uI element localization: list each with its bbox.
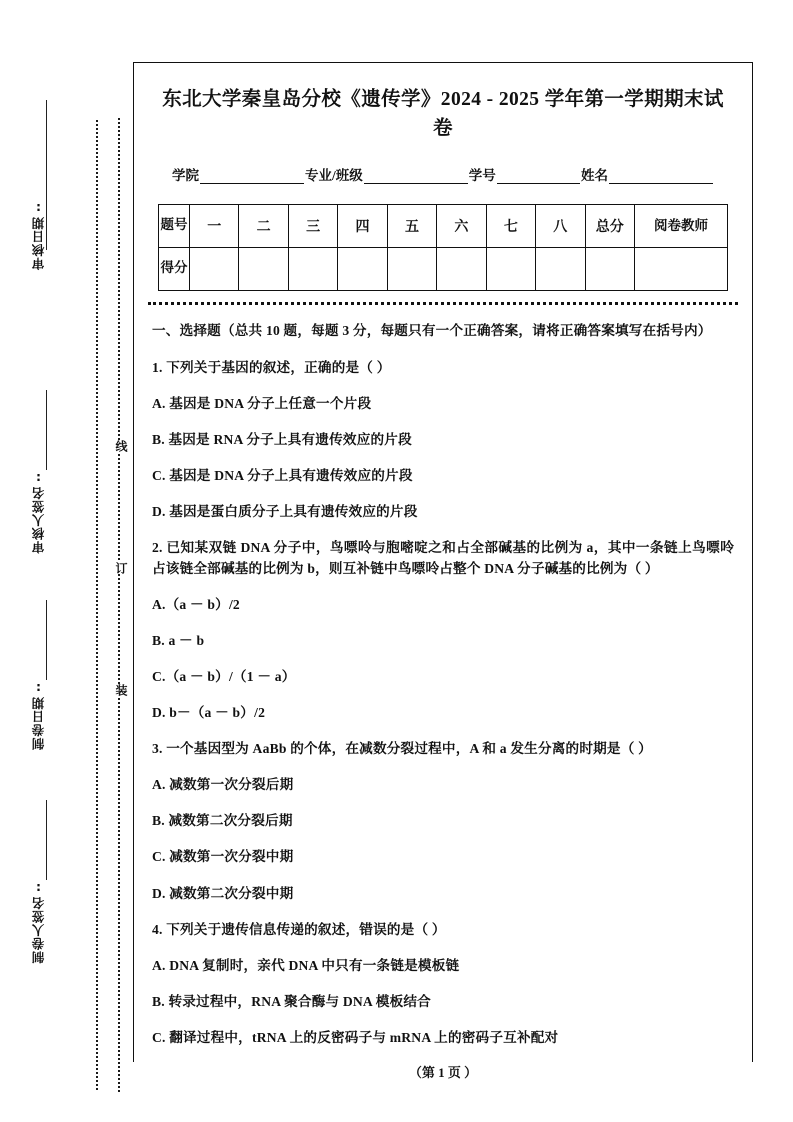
binding-word-pack: 装 [108,684,130,696]
binding-word-line: 线 [108,440,130,452]
score-cell-2[interactable] [239,247,288,290]
reviewer-signature-label: 审核人签名: [31,470,46,554]
question-stem-2: 2. 已知某双链 DNA 分子中，鸟嘌呤与胞嘧啶之和占全部碱基的比例为 a，其中一条链上鸟嘌呤占该链全部碱基的比例为 b，则互补链中鸟嘌呤占整个 DNA 分子碱基的比例为（ ） [152,539,734,576]
college-label: 学院 [172,167,199,183]
left-margin-apparatus [0,0,128,1122]
column-header-5: 五 [387,204,436,247]
student-info-line [148,164,738,184]
question-2-option-d[interactable]: D. b－（a － b）/2 [152,705,266,721]
column-header-3: 三 [288,204,337,247]
score-cell-8[interactable] [536,247,585,290]
question-number-row-label: 题号 [159,204,190,247]
student-id-label: 学号 [468,167,496,183]
grader-header: 阅卷教师 [635,204,728,247]
grader-cell[interactable] [635,247,728,290]
question-2-option-b[interactable]: B. a － b [152,633,205,649]
column-header-6: 六 [437,204,486,247]
question-stem-3: 3. 一个基因型为 AaBb 的个体，在减数分裂过程中，A 和 a 发生分离的时期是（ ） [152,741,652,757]
student-name-label: 姓名 [581,167,608,183]
section-dotted-separator [148,302,738,305]
college-input[interactable] [200,169,304,184]
score-cell-total[interactable] [585,247,635,290]
question-stem-1: 1. 下列关于基因的叙述，正确的是（ ） [152,359,391,375]
binding-dotted-line-inner [118,118,124,1092]
score-cell-4[interactable] [338,247,387,290]
preparer-signature-label: 制卷人签名: [31,880,46,964]
score-cell-5[interactable] [387,247,436,290]
section-heading-choice: 一、选择题（总共 10 题，每题 3 分，每题只有一个正确答案，请将正确答案填写在括号内） [152,322,712,338]
page-marker: （第 1 页 ） [408,1065,478,1080]
question-2-option-a[interactable]: A.（a － b）/2 [152,597,240,612]
binding-dotted-line-outer [96,120,102,1090]
exam-sheet [133,62,753,1062]
score-table [158,204,728,291]
score-cell-1[interactable] [190,247,239,290]
question-2-option-c[interactable]: C.（a － b）/（1 － a） [152,669,296,685]
score-cell-7[interactable] [486,247,535,290]
major-class-input[interactable] [364,169,468,184]
score-row-label: 得分 [159,247,190,290]
sidebar-rule-3 [46,600,47,680]
question-3-option-b[interactable]: B. 减数第二次分裂后期 [152,813,293,829]
page-footer [133,1062,753,1081]
paper-date-label: 制卷日期: [31,680,46,750]
sidebar-rule-2 [46,390,47,470]
binding-word-bind: 订 [108,562,130,574]
question-1-option-d[interactable]: D. 基因是蛋白质分子上具有遗传效应的片段 [152,503,418,519]
question-1-option-b[interactable]: B. 基因是 RNA 分子上具有遗传效应的片段 [152,431,412,447]
column-header-4: 四 [338,204,387,247]
column-header-1: 一 [190,204,239,247]
question-1-option-c[interactable]: C. 基因是 DNA 分子上具有遗传效应的片段 [152,467,413,483]
question-4-option-c[interactable]: C. 翻译过程中，tRNA 上的反密码子与 mRNA 上的密码子互补配对 [152,1029,559,1045]
score-table-header-row [159,204,728,247]
student-name-input[interactable] [609,169,713,184]
score-cell-6[interactable] [437,247,486,290]
question-3-option-d[interactable]: D. 减数第二次分裂中期 [152,885,294,901]
column-header-8: 八 [536,204,585,247]
column-header-2: 二 [239,204,288,247]
column-header-7: 七 [486,204,535,247]
sidebar-rule-4 [46,800,47,880]
review-date-label: 审核日期: [31,200,46,270]
question-4-option-b[interactable]: B. 转录过程中，RNA 聚合酶与 DNA 模板结合 [152,993,431,1009]
student-id-input[interactable] [497,169,580,184]
column-header-total: 总分 [585,204,635,247]
question-4-option-a[interactable]: A. DNA 复制时，亲代 DNA 中只有一条链是模板链 [152,957,460,973]
question-3-option-c[interactable]: C. 减数第一次分裂中期 [152,849,294,865]
exam-title: 东北大学秦皇岛分校《遗传学》2024 - 2025 学年第一学期期末试卷 [162,89,724,140]
question-1-option-a[interactable]: A. 基因是 DNA 分子上任意一个片段 [152,395,372,411]
question-body [148,320,738,1048]
question-stem-4: 4. 下列关于遗传信息传递的叙述，错误的是（ ） [152,921,446,937]
score-table-value-row [159,247,728,290]
question-3-option-a[interactable]: A. 减数第一次分裂后期 [152,777,294,793]
score-cell-3[interactable] [288,247,337,290]
major-class-label: 专业/班级 [305,167,363,183]
